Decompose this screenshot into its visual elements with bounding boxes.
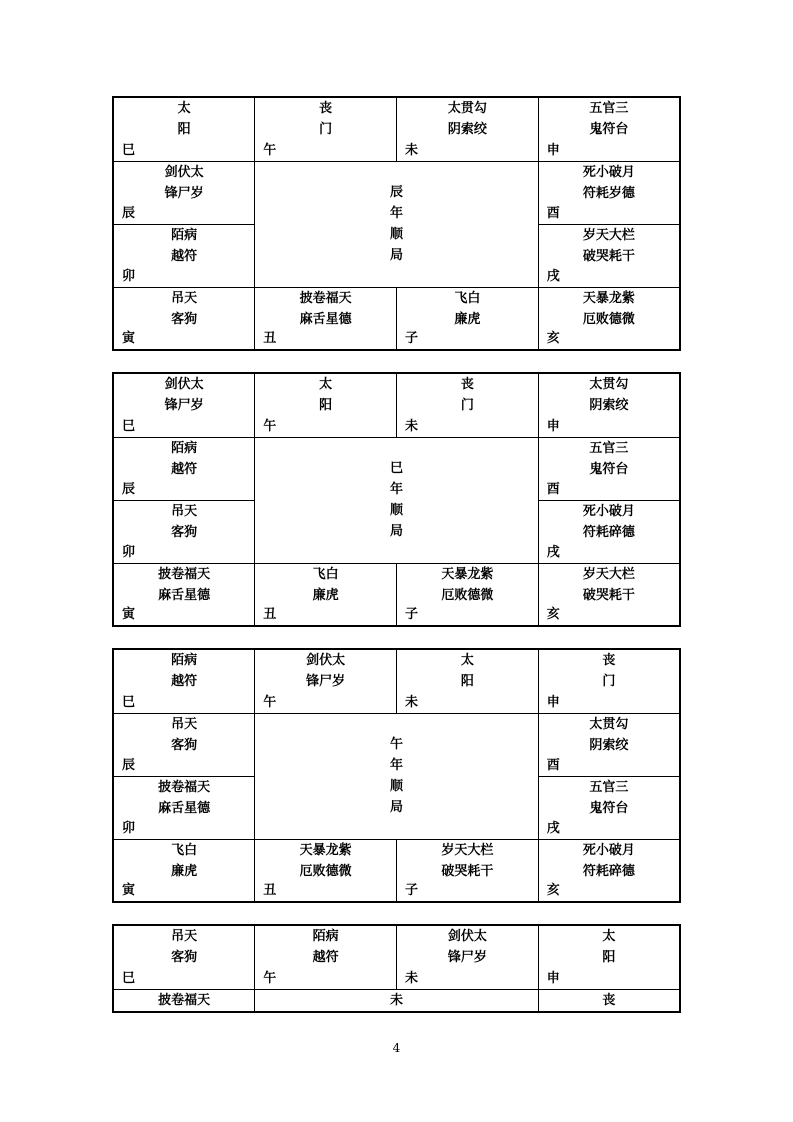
stars: 太 阳 — [602, 929, 616, 965]
cell-chen — [113, 989, 255, 1012]
stars: 天暴龙紫 厄败德微 — [299, 842, 352, 879]
stars: 剑伏太 锋尸岁 — [306, 653, 346, 689]
stars: 飞白 廉虎 — [312, 566, 339, 603]
center-label: 午 年 顺 局 — [389, 737, 403, 815]
branch-label: 巳 — [122, 418, 136, 434]
stars: 太贯勾 阴索绞 — [447, 101, 487, 137]
cell-wei — [397, 97, 539, 161]
cell-you — [538, 989, 680, 1012]
page-number: 4 — [392, 1041, 401, 1055]
branch-label: 巳 — [122, 970, 136, 986]
cell-mao — [113, 776, 255, 839]
palace-chart-3 — [112, 648, 681, 903]
cell-you — [538, 161, 680, 224]
branch-label: 午 — [263, 970, 277, 986]
stars: 飞白 廉虎 — [454, 290, 481, 327]
branch-label: 卯 — [122, 820, 136, 836]
cell-mao — [113, 224, 255, 287]
stars: 太 阳 — [460, 653, 474, 689]
stars: 太 阳 — [177, 101, 191, 137]
cell-xu — [538, 500, 680, 563]
cell-zi — [397, 563, 539, 626]
branch-label: 丑 — [263, 331, 277, 346]
cell-chen — [113, 437, 255, 500]
cell-chou — [255, 287, 397, 350]
cell-hai — [538, 287, 680, 350]
stars: 陌病 越符 — [312, 929, 339, 965]
branch-label: 亥 — [546, 331, 560, 346]
stars: 剑伏太 锋尸岁 — [164, 377, 204, 413]
stars: 陌病 越符 — [171, 653, 198, 689]
stars: 五官三 鬼符台 — [589, 779, 629, 816]
cell-shen — [538, 925, 680, 989]
stars: 五官三 鬼符台 — [589, 101, 629, 137]
cell-you — [538, 713, 680, 776]
center-cell — [255, 713, 539, 839]
cell-wu — [255, 925, 397, 989]
branch-label: 午 — [263, 142, 277, 158]
stars: 岁天大栏 破哭耗干 — [582, 566, 635, 603]
branch-label: 亥 — [546, 607, 560, 622]
stars: 死小破月 符耗碎德 — [582, 503, 635, 540]
branch-label: 酉 — [546, 757, 560, 773]
cell-mao — [113, 500, 255, 563]
cell-si — [113, 925, 255, 989]
stars: 陌病 越符 — [171, 440, 198, 477]
branch-label: 寅 — [122, 883, 136, 898]
stars: 死小破月 符耗岁德 — [582, 164, 635, 201]
stars: 丧 门 — [602, 653, 616, 689]
branch-label: 戌 — [546, 544, 560, 560]
branch-label: 卯 — [122, 544, 136, 560]
cell-shen — [538, 97, 680, 161]
center-label: 未 — [389, 992, 403, 1008]
stars: 天暴龙紫 厄败德微 — [582, 290, 635, 327]
branch-label: 丑 — [263, 883, 277, 898]
cell-xu — [538, 224, 680, 287]
cell-si — [113, 97, 255, 161]
stars: 丧 门 — [460, 377, 474, 413]
branch-label: 申 — [546, 418, 560, 434]
stars: 陌病 越符 — [171, 227, 198, 264]
stars: 剑伏太 锋尸岁 — [164, 164, 204, 201]
branch-label: 子 — [405, 883, 419, 898]
cell-xu — [538, 776, 680, 839]
center-label: 巳 年 顺 局 — [389, 461, 403, 539]
stars: 披卷福天 — [158, 992, 211, 1008]
center-cell — [255, 161, 539, 287]
stars: 丧 门 — [319, 101, 333, 137]
cell-you — [538, 437, 680, 500]
stars: 吊天 客狗 — [171, 929, 198, 965]
branch-label: 酉 — [546, 205, 560, 221]
cell-zi — [397, 839, 539, 902]
branch-label: 戌 — [546, 820, 560, 836]
palace-chart-1 — [112, 96, 681, 351]
palace-chart-4-partial — [112, 924, 681, 1013]
cell-yin — [113, 839, 255, 902]
branch-label: 戌 — [546, 268, 560, 284]
branch-label: 未 — [405, 142, 419, 158]
cell-wu — [255, 649, 397, 713]
branch-label: 未 — [405, 694, 419, 710]
branch-label: 未 — [405, 418, 419, 434]
cell-chou — [255, 839, 397, 902]
branch-label: 巳 — [122, 142, 136, 158]
stars: 吊天 客狗 — [171, 716, 198, 753]
branch-label: 酉 — [546, 481, 560, 497]
cell-shen — [538, 649, 680, 713]
cell-wu — [255, 97, 397, 161]
cell-hai — [538, 839, 680, 902]
center-cell — [255, 437, 539, 563]
center-cell — [255, 989, 539, 1012]
branch-label: 寅 — [122, 331, 136, 346]
branch-label: 辰 — [122, 757, 136, 773]
cell-yin — [113, 563, 255, 626]
stars: 天暴龙紫 厄败德微 — [441, 566, 494, 603]
center-label: 辰 年 顺 局 — [389, 185, 403, 263]
stars: 死小破月 符耗碎德 — [582, 842, 635, 879]
stars: 太贯勾 阴索绞 — [589, 716, 629, 753]
cell-wei — [397, 649, 539, 713]
branch-label: 巳 — [122, 694, 136, 710]
branch-label: 未 — [405, 970, 419, 986]
cell-zi — [397, 287, 539, 350]
stars: 剑伏太 锋尸岁 — [447, 929, 487, 965]
cell-si — [113, 373, 255, 437]
stars: 吊天 客狗 — [171, 503, 198, 540]
cell-yin — [113, 287, 255, 350]
stars: 太 阳 — [319, 377, 333, 413]
stars: 披卷福天 麻舌星德 — [158, 566, 211, 603]
cell-hai — [538, 563, 680, 626]
branch-label: 子 — [405, 331, 419, 346]
branch-label: 辰 — [122, 481, 136, 497]
branch-label: 寅 — [122, 607, 136, 622]
stars: 岁天大栏 破哭耗干 — [582, 227, 635, 264]
branch-label: 辰 — [122, 205, 136, 221]
branch-label: 亥 — [546, 883, 560, 898]
stars: 披卷福天 麻舌星德 — [299, 290, 352, 327]
branch-label: 申 — [546, 970, 560, 986]
cell-chen — [113, 713, 255, 776]
palace-chart-2 — [112, 372, 681, 627]
branch-label: 丑 — [263, 607, 277, 622]
stars: 飞白 廉虎 — [171, 842, 198, 879]
branch-label: 午 — [263, 694, 277, 710]
branch-label: 午 — [263, 418, 277, 434]
cell-wei — [397, 373, 539, 437]
stars: 披卷福天 麻舌星德 — [158, 779, 211, 816]
stars: 吊天 客狗 — [171, 290, 198, 327]
cell-shen — [538, 373, 680, 437]
branch-label: 卯 — [122, 268, 136, 284]
branch-label: 申 — [546, 694, 560, 710]
cell-chen — [113, 161, 255, 224]
branch-label: 申 — [546, 142, 560, 158]
stars: 岁天大栏 破哭耗干 — [441, 842, 494, 879]
stars: 丧 — [602, 992, 616, 1008]
cell-wei — [397, 925, 539, 989]
cell-wu — [255, 373, 397, 437]
cell-chou — [255, 563, 397, 626]
stars: 五官三 鬼符台 — [589, 440, 629, 477]
branch-label: 子 — [405, 607, 419, 622]
cell-si — [113, 649, 255, 713]
stars: 太贯勾 阴索绞 — [589, 377, 629, 413]
